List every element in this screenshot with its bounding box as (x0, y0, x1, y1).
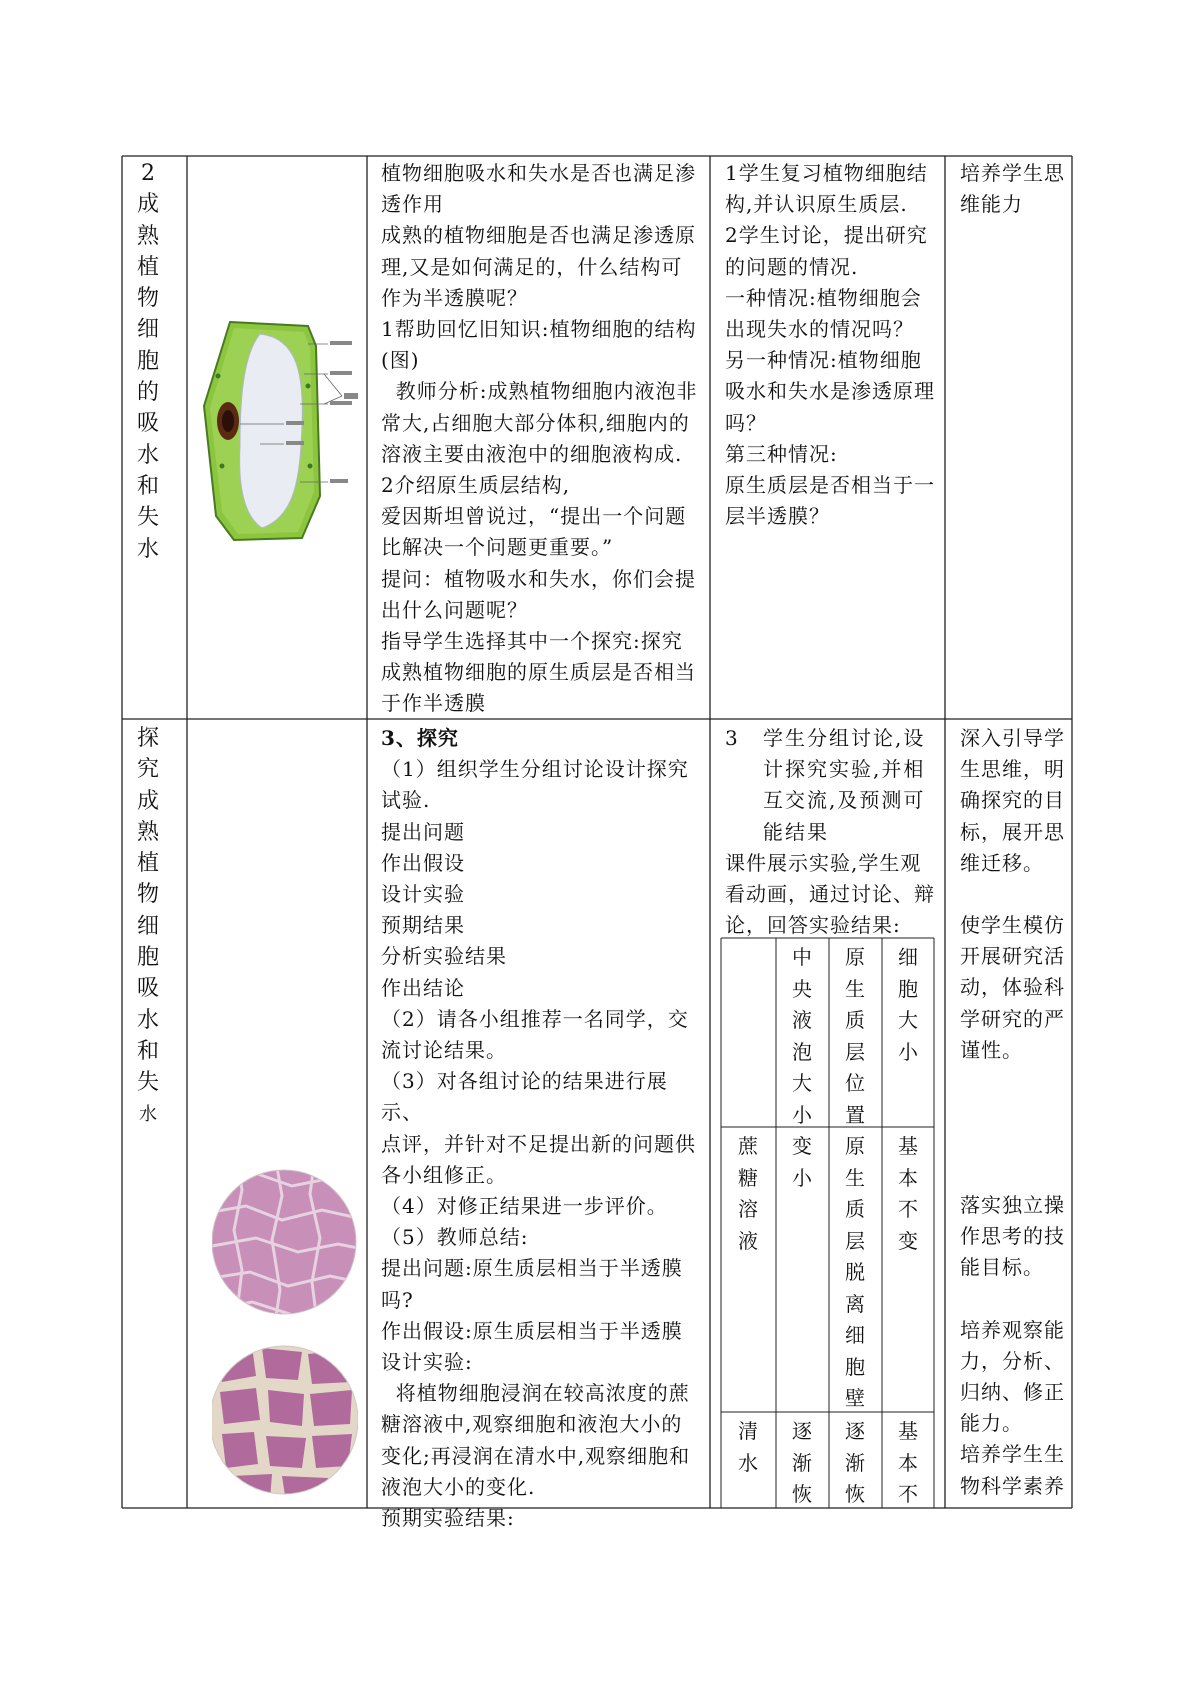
text-line: 能结果 (763, 819, 829, 844)
result-header-protoplast (845, 942, 865, 1131)
text-line: 标，展开思 (960, 819, 1065, 844)
result-char: 溶 (738, 1197, 758, 1221)
text-line: 一种情况:植物细胞会 (725, 285, 922, 310)
text-line: 试验. (381, 788, 431, 813)
text-line: 作思考的技 (960, 1224, 1065, 1249)
result-header-cell-size (898, 942, 918, 1068)
result-char: 大 (898, 1008, 918, 1032)
plant-cell-diagram-icon (200, 316, 360, 546)
result-cell (898, 1416, 918, 1511)
result-char: 置 (845, 1102, 865, 1127)
result-char: 渐 (845, 1450, 865, 1475)
text-line: 预期结果 (381, 913, 465, 938)
result-char: 原 (845, 1134, 865, 1158)
row2-title-char: 究 (136, 757, 159, 783)
row2-title (133, 723, 163, 1130)
text-line: 生思维，明 (960, 757, 1065, 782)
row2-title-char: 植 (136, 851, 159, 877)
text-line: 液泡大小的变化. (381, 1474, 536, 1499)
text-line: 提出问题:原生质层相当于半透膜 (381, 1256, 683, 1281)
result-char: 基 (898, 1134, 918, 1158)
result-char: 质 (845, 1008, 865, 1032)
text-line: （1）组织学生分组讨论设计探究 (381, 757, 689, 782)
row1-student-activity (725, 158, 941, 532)
result-char: 渐 (792, 1450, 812, 1475)
row2-title-char: 物 (136, 882, 159, 908)
text-line: 培养学生思 (960, 161, 1065, 185)
result-cell (792, 1131, 812, 1194)
text-line: 教师分析:成熟植物细胞内液泡非 (381, 379, 698, 404)
result-char: 细 (898, 945, 918, 969)
row1-title-char: 熟 (136, 223, 159, 249)
text-line: 维能力 (960, 192, 1023, 217)
row2-title-char: 细 (136, 913, 159, 939)
result-char: 泡 (792, 1039, 812, 1064)
text-line: 看动画，通过讨论、辩 (725, 882, 935, 907)
row1-title (133, 158, 163, 565)
row2-title-char: 胞 (136, 945, 159, 971)
result-char: 液 (792, 1008, 812, 1032)
text-line: 论，回答实验结果: (725, 913, 901, 938)
result-char: 不 (898, 1482, 918, 1506)
text-line: 开展研究活 (960, 944, 1065, 969)
text-line: 出现失水的情况吗？ (725, 317, 914, 342)
text-line: 维迁移。 (960, 850, 1044, 875)
result-char: 水 (738, 1450, 758, 1475)
result-char: 恢 (845, 1482, 865, 1506)
row1-title-char: 细 (136, 317, 159, 343)
row1-design-intent (960, 158, 1080, 220)
text-line: (图) (381, 348, 420, 373)
row1-title-char: 失 (136, 505, 159, 531)
text-line: 谨性。 (960, 1037, 1023, 1062)
text-line: 能目标。 (960, 1255, 1044, 1280)
text-line: 吗? (381, 1287, 414, 1312)
text-line: 另一种情况:植物细胞 (725, 348, 922, 373)
text-line: 溶液主要由液泡中的细胞液构成. (381, 441, 683, 466)
text-line: （4）对修正结果进一步评价。 (381, 1194, 668, 1219)
text-line: 层半透膜？ (725, 504, 830, 529)
result-header-vacuole (792, 942, 812, 1131)
result-char: 离 (845, 1291, 865, 1316)
text-line: 爱因斯坦曾说过，“提出一个问题 (381, 504, 687, 529)
text-line: 物科学素养 (960, 1473, 1065, 1498)
result-cell (898, 1131, 918, 1257)
text-line: 分析实验结果 (381, 944, 507, 969)
item-number: 3 (725, 726, 740, 750)
result-char: 质 (845, 1197, 865, 1221)
result-char: 恢 (792, 1482, 812, 1506)
text-line: 设计实验: (381, 1350, 473, 1375)
result-char: 位 (845, 1071, 865, 1095)
text-line: 预期实验结果: (381, 1506, 515, 1531)
text-line: 提出问题 (381, 819, 465, 844)
row1-title-char: 2成 (136, 161, 159, 218)
result-char: 逐 (792, 1419, 812, 1443)
text-line: 1帮助回忆旧知识:植物细胞的结构 (381, 317, 697, 342)
text-line: 计探究实验,并相 (763, 757, 926, 782)
text-line: （3）对各组讨论的结果进行展示、 (381, 1069, 668, 1125)
result-cell (845, 1416, 865, 1511)
text-line: 出什么问题呢？ (381, 597, 528, 622)
row2-title-char: 熟 (136, 819, 159, 845)
row2-teacher-activity (381, 723, 709, 1534)
text-line: 的问题的情况. (725, 254, 859, 279)
row2-student-activity (725, 723, 941, 941)
text-line: 植物细胞吸水和失水是否也满足渗 (381, 161, 696, 185)
row1-title-char: 水 (136, 442, 159, 468)
result-char: 变 (792, 1134, 812, 1158)
text-line: 吸水和失水是渗透原理 (725, 379, 935, 404)
row2-title-char: 水 (136, 1007, 159, 1033)
text-line: 提问：植物吸水和失水，你们会提 (381, 566, 696, 591)
row1-title-char: 和 (136, 473, 159, 499)
row2-title-char: 水 (139, 1103, 157, 1125)
text-line: 2学生讨论，提出研究 (725, 223, 928, 248)
result-char: 液 (738, 1228, 758, 1253)
section-heading: 3、探究 (381, 726, 459, 750)
result-cell (792, 1416, 812, 1511)
text-line: 作出结论 (381, 975, 465, 1000)
row1-title-char: 吸 (136, 411, 159, 437)
result-char: 糖 (738, 1165, 758, 1190)
text-line: 课件展示实验,学生观 (725, 850, 922, 875)
text-line: 点评，并针对不足提出新的问题供 (381, 1131, 696, 1156)
text-line: 作出假设 (381, 850, 465, 875)
result-char: 小 (792, 1165, 812, 1190)
row2-design-intent (960, 723, 1080, 1502)
result-char: 清 (738, 1419, 758, 1443)
text-line: 落实独立操 (960, 1193, 1065, 1218)
row1-teacher-activity (381, 158, 709, 720)
text-line: 成熟的植物细胞是否也满足渗透原 (381, 223, 696, 248)
text-line: 于作半透膜 (381, 691, 486, 716)
result-char: 中 (792, 945, 812, 969)
microscope-cells-icon (212, 1150, 358, 1504)
result-char: 细 (845, 1323, 865, 1347)
text-line: 变化;再浸润在清水中,观察细胞和 (381, 1443, 691, 1468)
text-line: 归纳、修正 (960, 1380, 1065, 1405)
result-char: 脱 (845, 1260, 865, 1284)
text-line: 比解决一个问题更重要。” (381, 535, 614, 560)
text-line: 作为半透膜呢？ (381, 285, 528, 310)
row2-title-char: 探 (136, 726, 159, 751)
result-cell (845, 1131, 865, 1415)
result-char: 央 (792, 976, 812, 1001)
text-line: 设计实验 (381, 882, 465, 907)
result-char: 本 (898, 1165, 918, 1190)
row2-title-char: 吸 (136, 976, 159, 1002)
row2-title-char: 失 (136, 1070, 159, 1096)
result-char: 蔗 (738, 1134, 758, 1158)
text-line: （2）请各小组推荐一名同学，交 (381, 1006, 689, 1031)
text-line: 力，分析、 (960, 1348, 1065, 1373)
text-line: 常大,占细胞大部分体积,细胞内的 (381, 410, 690, 435)
result-char: 大 (792, 1071, 812, 1095)
result-char: 基 (898, 1419, 918, 1443)
text-line: 1学生复习植物细胞结 (725, 161, 928, 185)
text-line: 2介绍原生质层结构, (381, 473, 571, 498)
result-char: 不 (898, 1197, 918, 1221)
row2-title-char: 成 (136, 788, 159, 814)
result-char: 胞 (845, 1354, 865, 1379)
result-char: 生 (845, 976, 865, 1001)
result-char: 层 (845, 1039, 865, 1064)
row1-title-char: 的 (136, 380, 159, 406)
text-line: 各小组修正。 (381, 1162, 507, 1187)
text-line: 构,并认识原生质层. (725, 192, 908, 217)
row1-title-char: 物 (136, 286, 159, 312)
text-line: 使学生模仿 (960, 913, 1065, 938)
text-line: 学研究的严 (960, 1006, 1065, 1031)
text-line: 培养学生生 (960, 1442, 1065, 1467)
row1-title-char: 植 (136, 254, 159, 280)
text-line: 能力。 (960, 1411, 1023, 1436)
text-line: （5）教师总结: (381, 1225, 529, 1250)
text-line: 透作用 (381, 192, 444, 217)
text-line: 动，体验科 (960, 975, 1065, 1000)
text-line: 确探究的目 (960, 788, 1065, 813)
text-line: 作出假设:原生质层相当于半透膜 (381, 1318, 683, 1343)
result-row-water-label (738, 1416, 758, 1479)
text-line: 第三种情况: (725, 441, 838, 466)
row1-title-char: 水 (136, 536, 159, 562)
text-line: 深入引导学 (960, 726, 1065, 750)
text-line: 原生质层是否相当于一 (725, 473, 935, 498)
result-char: 小 (898, 1039, 918, 1064)
result-char: 生 (845, 1165, 865, 1190)
result-char: 胞 (898, 976, 918, 1001)
text-line: 指导学生选择其中一个探究:探究 (381, 629, 683, 654)
result-row-sucrose-label (738, 1131, 758, 1257)
text-line: 成熟植物细胞的原生质层是否相当 (381, 660, 696, 685)
text-line: 培养观察能 (960, 1317, 1065, 1342)
result-char: 小 (792, 1102, 812, 1127)
result-char: 变 (898, 1228, 918, 1253)
row1-title-char: 胞 (136, 348, 159, 374)
text-line: 流讨论结果。 (381, 1038, 507, 1063)
text-line: 吗？ (725, 410, 767, 435)
text-line: 学生分组讨论,设 (763, 726, 926, 750)
result-char: 原 (845, 945, 865, 969)
result-char: 层 (845, 1228, 865, 1253)
result-char: 本 (898, 1450, 918, 1475)
text-line: 理,又是如何满足的，什么结构可 (381, 254, 683, 279)
text-line: 糖溶液中,观察细胞和液泡大小的 (381, 1412, 683, 1437)
text-line: 将植物细胞浸润在较高浓度的蔗 (381, 1381, 690, 1406)
row2-title-char: 和 (136, 1038, 159, 1064)
text-line: 互交流,及预测可 (763, 788, 926, 813)
result-char: 壁 (845, 1386, 865, 1410)
result-char: 逐 (845, 1419, 865, 1443)
